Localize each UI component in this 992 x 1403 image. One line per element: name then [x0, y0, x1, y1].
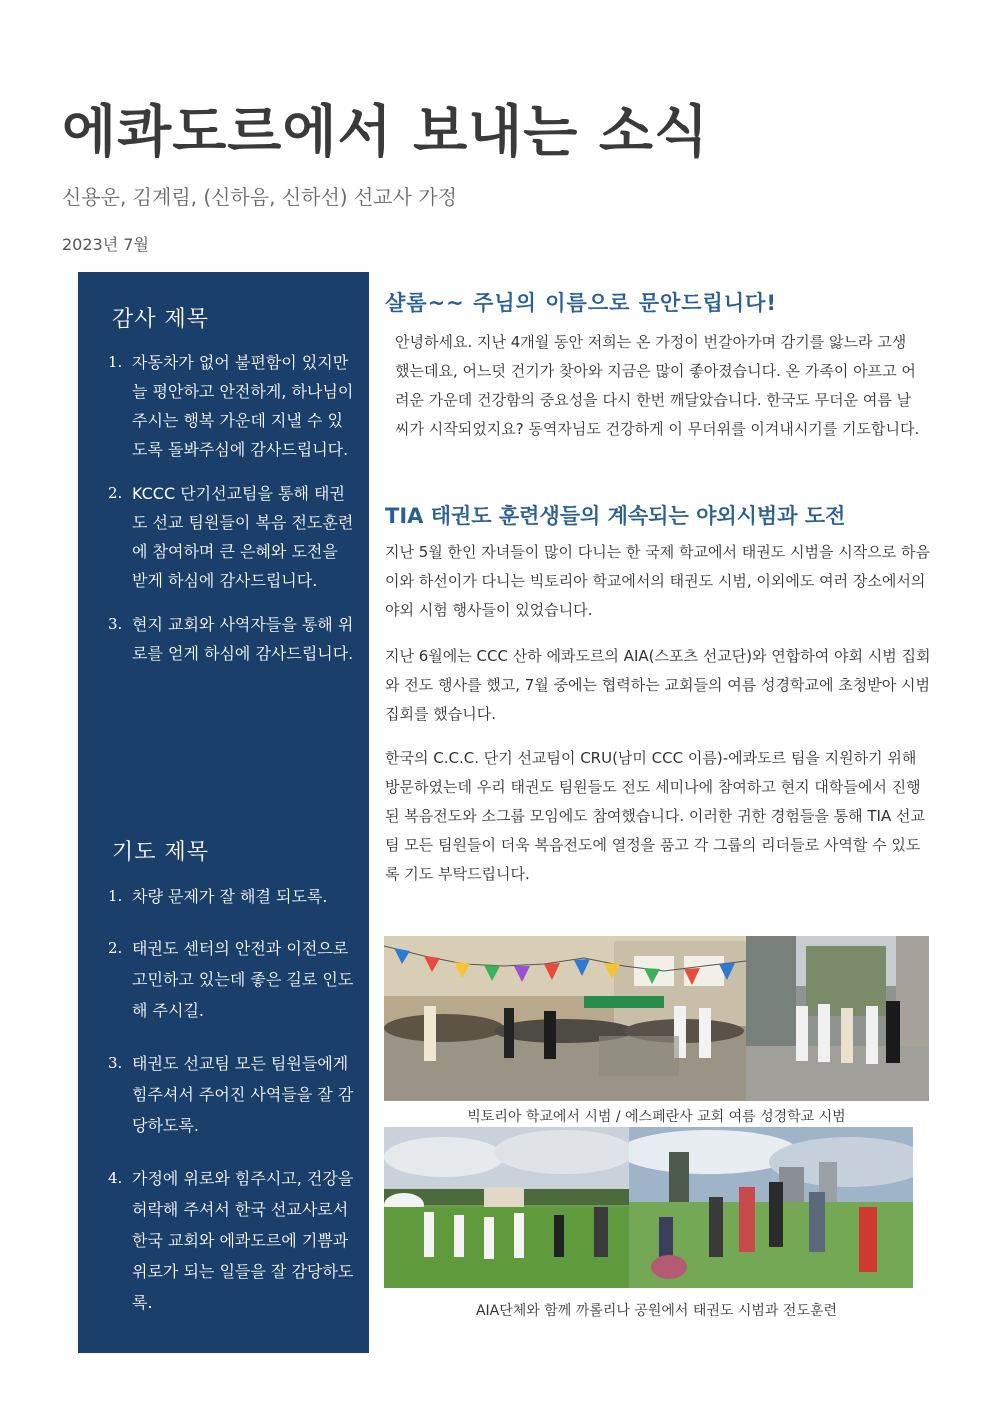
photo-park-training — [629, 1127, 913, 1288]
list-number: 3. — [108, 615, 123, 633]
thanks-item — [108, 610, 358, 668]
list-number: 2. — [108, 484, 123, 502]
list-text: 차량 문제가 잘 해결 되도록. — [132, 887, 328, 906]
list-number: 4. — [108, 1169, 123, 1187]
sidebar-panel — [78, 272, 369, 1353]
list-text: 현지 교회와 사역자들을 통해 위로를 얻게 하심에 감사드립니다. — [132, 615, 354, 663]
thanks-item — [108, 348, 358, 464]
page-subtitle: 신용운, 김계림, (신하음, 신하선) 선교사 가정 — [62, 185, 457, 209]
list-number: 1. — [108, 887, 123, 905]
list-text: KCCC 단기선교팀을 통해 태권도 선교 팀원들이 복음 전도훈련에 참여하며 큰 은혜와 도전을 받게 하심에 감사드립니다. — [132, 484, 354, 590]
prayer-item — [108, 1048, 358, 1141]
tia-paragraph-2: 지난 6월에는 CCC 산하 에콰도르의 AIA(스포츠 선교단)와 연합하여 야회 시범 집회와 전도 행사를 했고, 7월 중에는 협력하는 교회들의 여름 성경학교에 초청받아 시범 집회를 했습니다. — [385, 647, 931, 723]
photo-school-demo — [384, 936, 746, 1101]
list-text: 자동차가 없어 불편함이 있지만 늘 평안하고 안전하게, 하나님이 주시는 행복 가운데 지낼 수 있도록 돌봐주심에 감사드립니다. — [132, 353, 354, 459]
photo-park-demo — [384, 1127, 629, 1288]
prayer-item — [108, 882, 358, 911]
tia-heading: TIA 태권도 훈련생들의 계속되는 야외시범과 도전 — [385, 504, 846, 528]
tia-paragraph-3: 한국의 C.C.C. 단기 선교팀이 CRU(남미 CCC 이름)-에콰도르 팀을 지원하기 위해 방문하였는데 우리 태권도 팀원들도 전도 세미나에 참여하고 현지 대학들에서 진행된 복음전도와 소그룹 모임에도 참여했습니다. 이러한 귀한 경험들을 통해 TIA 선교팀 모든 팀원들이 더욱 복음전도에 열정을 품고 각 그룹의 리더들로 사역할 수 있도록 기도 부탁드립니다. — [385, 749, 925, 883]
photo-school-demo-image — [384, 936, 746, 1101]
photo-church-demo-image — [746, 936, 929, 1101]
photo-caption-1: 빅토리아 학교에서 시범 / 에스페란사 교회 여름 성경학교 시범 — [467, 1109, 846, 1125]
thanks-heading: 감사 제목 — [112, 307, 210, 332]
prayer-item — [108, 1163, 358, 1318]
photo-caption-2: AIA단체와 함께 까롤리나 공원에서 태권도 시범과 전도훈련 — [475, 1303, 838, 1319]
prayer-item — [108, 933, 358, 1026]
photo-church-demo — [746, 936, 929, 1101]
photo-park-training-image — [629, 1127, 913, 1288]
list-number: 3. — [108, 1054, 123, 1072]
prayer-list — [108, 882, 358, 1333]
list-number: 2. — [108, 939, 123, 957]
greeting-heading: 샬롬~~ 주님의 이름으로 문안드립니다! — [385, 291, 777, 315]
prayer-heading: 기도 제목 — [112, 840, 210, 865]
thanks-list — [108, 348, 358, 683]
list-text: 태권도 센터의 안전과 이전으로 고민하고 있는데 좋은 길로 인도해 주시길. — [132, 939, 354, 1020]
list-text: 태권도 선교팀 모든 팀원들에게 힘주셔서 주어진 사역들을 잘 감당하도록. — [132, 1054, 354, 1135]
photo-park-demo-image — [384, 1127, 629, 1288]
list-text: 가정에 위로와 힘주시고, 건강을 허락해 주셔서 한국 선교사로서 한국 교회와 에콰도르에 기쁨과 위로가 되는 일들을 잘 감당하도록. — [132, 1169, 354, 1312]
greeting-paragraph: 안녕하세요. 지난 4개월 동안 저희는 온 가정이 번갈아가며 감기를 앓느라 고생했는데요, 어느덧 건기가 찾아와 지금은 많이 좋아졌습니다. 온 가족이 아프고 어려운 가운데 건강함의 중요성을 다시 한번 깨달았습니다. 한국도 무더운 여름 날씨가 시작되었지요? 동역자님도 건강하게 이 무더위를 이겨내시기를 기도합니다. — [395, 333, 920, 438]
list-number: 1. — [108, 353, 123, 371]
issue-date: 2023년 7월 — [62, 235, 149, 254]
thanks-item — [108, 479, 358, 595]
tia-paragraph-1: 지난 5월 한인 자녀들이 많이 다니는 한 국제 학교에서 태권도 시범을 시작으로 하음이와 하선이가 다니는 빅토리아 학교에서의 태권도 시범, 이외에도 여러 장소에서의 야외 시험 행사들이 있었습니다. — [385, 543, 930, 619]
page-title: 에콰도르에서 보내는 소식 — [62, 100, 710, 165]
